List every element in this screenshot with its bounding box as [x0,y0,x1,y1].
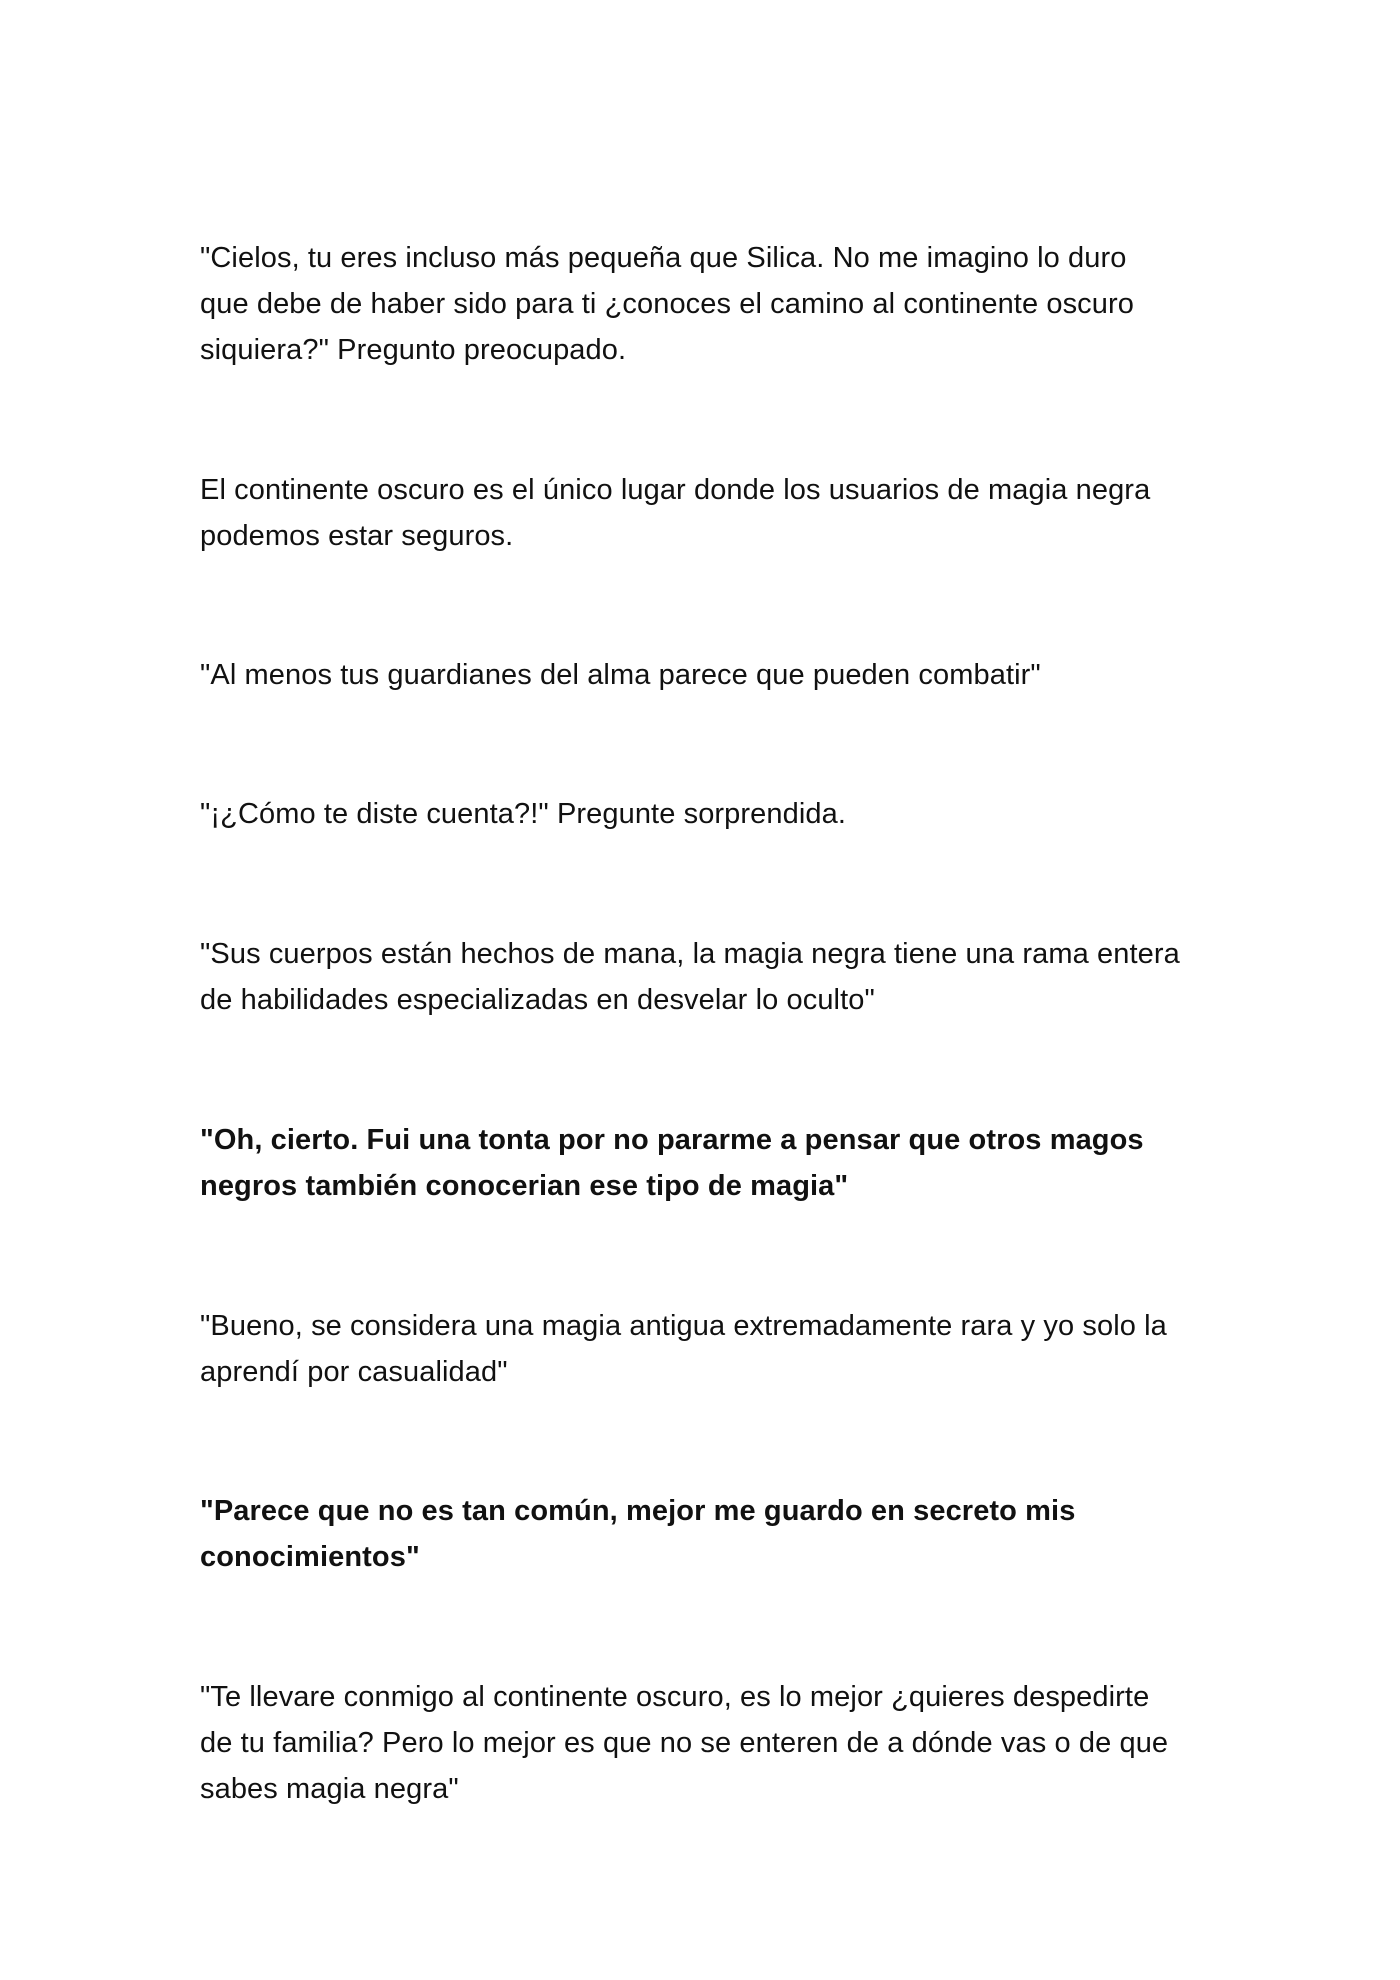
paragraph-line: que debe de haber sido para ti ¿conoces el camino al continente oscuro [200,288,1134,320]
paragraph-line: podemos estar seguros. [200,520,514,552]
paragraph-line: "Oh, cierto. Fui una tonta por no pararme a pensar que otros magos [200,1124,1144,1156]
paragraph-line: siquiera?" Pregunto preocupado. [200,334,627,366]
paragraph-line: "Al menos tus guardianes del alma parece que pueden combatir" [200,659,1041,691]
paragraph-line: "Parece que no es tan común, mejor me guardo en secreto mis [200,1495,1076,1527]
paragraph-line: negros también conocerian ese tipo de magia" [200,1170,849,1202]
paragraph-line: El continente oscuro es el único lugar donde los usuarios de magia negra [200,474,1151,506]
paragraph-line: "¡¿Cómo te diste cuenta?!" Pregunte sorprendida. [200,798,847,830]
paragraph-2 [200,467,1210,559]
paragraph-line: de habilidades especializadas en desvelar lo oculto" [200,984,875,1016]
paragraph-1 [200,235,1210,373]
paragraph-line: "Sus cuerpos están hechos de mana, la magia negra tiene una rama entera [200,938,1180,970]
paragraph-line: sabes magia negra" [200,1773,459,1805]
paragraph-line: "Cielos, tu eres incluso más pequeña que Silica. No me imagino lo duro [200,242,1127,274]
paragraph-line: aprendí por casualidad" [200,1356,508,1388]
paragraph-4 [200,791,1210,837]
paragraph-5 [200,931,1210,1023]
paragraph-line: "Bueno, se considera una magia antigua extremadamente rara y yo solo la [200,1310,1167,1342]
paragraph-line: conocimientos" [200,1541,420,1573]
paragraph-9 [200,1674,1210,1812]
paragraph-line: de tu familia? Pero lo mejor es que no se enteren de a dónde vas o de que [200,1727,1169,1759]
paragraph-8 [200,1488,1210,1580]
paragraph-line: "Te llevare conmigo al continente oscuro, es lo mejor ¿quieres despedirte [200,1681,1150,1713]
paragraph-6 [200,1117,1210,1209]
paragraph-7 [200,1303,1210,1395]
paragraph-3 [200,652,1210,698]
